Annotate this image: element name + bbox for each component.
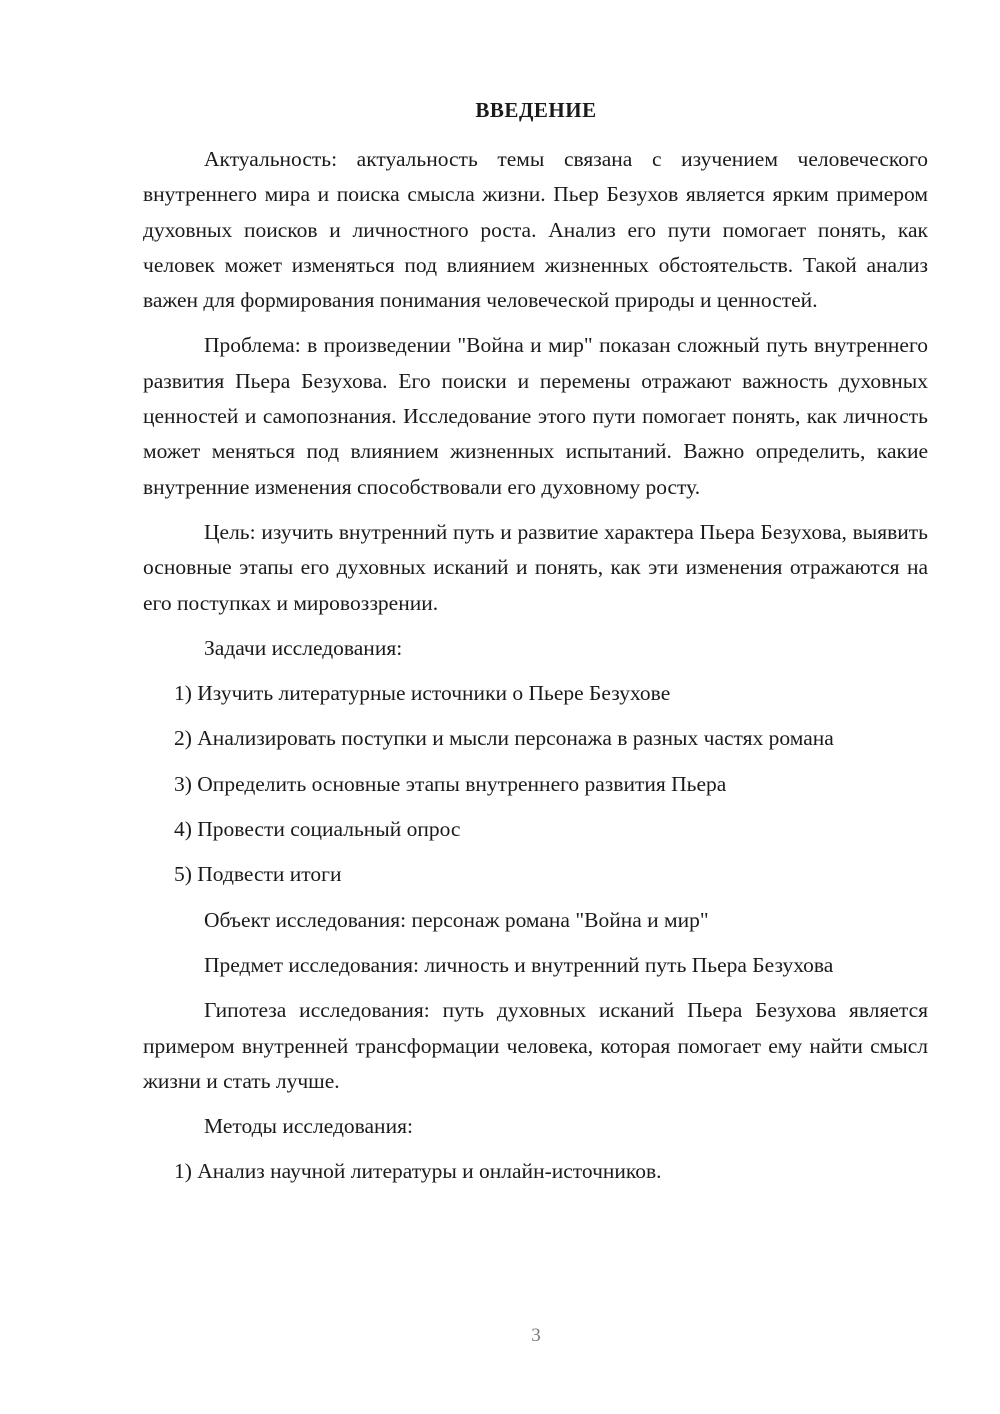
problem-paragraph: Проблема: в произведении "Война и мир" показан сложный путь внутреннего развития Пьера Безухова. Его поиски и перемены отражают важность духовных ценностей и самопознания. Исследование этого пути помогает понять, как личность может меняться под влиянием жизненных испытаний. Важно определить, какие внутренние изменения способствовали его духовному росту. — [143, 333, 928, 499]
task-item: 4) Провести социальный опрос — [174, 817, 461, 842]
document-body — [143, 142, 928, 1200]
task-item: 1) Изучить литературные источники о Пьере Безухове — [174, 681, 671, 706]
methods-heading: Методы исследования: — [204, 1114, 413, 1139]
task-item: 5) Подвести итоги — [174, 862, 342, 887]
tasks-heading: Задачи исследования: — [204, 635, 403, 660]
section-title: ВВЕДЕНИЕ — [475, 98, 597, 122]
relevance-paragraph: Актуальность: актуальность темы связана с изучением человеческого внутреннего мира и поиска смысла жизни. Пьер Безухов является ярким примером духовных поисков и личностного роста. Анализ его пути помогает понять, как человек может изменяться под влиянием жизненных обстоятельств. Такой анализ важен для формирования понимания человеческой природы и ценностей. — [143, 147, 928, 313]
task-item: 3) Определить основные этапы внутреннего развития Пьера — [174, 771, 727, 796]
subject-paragraph: Предмет исследования: личность и внутренний путь Пьера Безухова — [204, 952, 834, 977]
task-item: 2) Анализировать поступки и мысли персонажа в разных частях романа — [174, 726, 834, 751]
goal-paragraph: Цель: изучить внутренний путь и развитие характера Пьера Безухова, выявить основные этапы его духовных исканий и понять, как эти изменения отражаются на его поступках и мировоззрении. — [143, 519, 928, 615]
object-paragraph: Объект исследования: персонаж романа "Война и мир" — [204, 907, 709, 932]
page-number: 3 — [531, 1325, 541, 1346]
method-item: 1) Анализ научной литературы и онлайн-источников. — [174, 1159, 662, 1184]
hypothesis-paragraph: Гипотеза исследования: путь духовных исканий Пьера Безухова является примером внутренней трансформации человека, которая помогает ему найти смысл жизни и стать лучше. — [143, 998, 928, 1093]
